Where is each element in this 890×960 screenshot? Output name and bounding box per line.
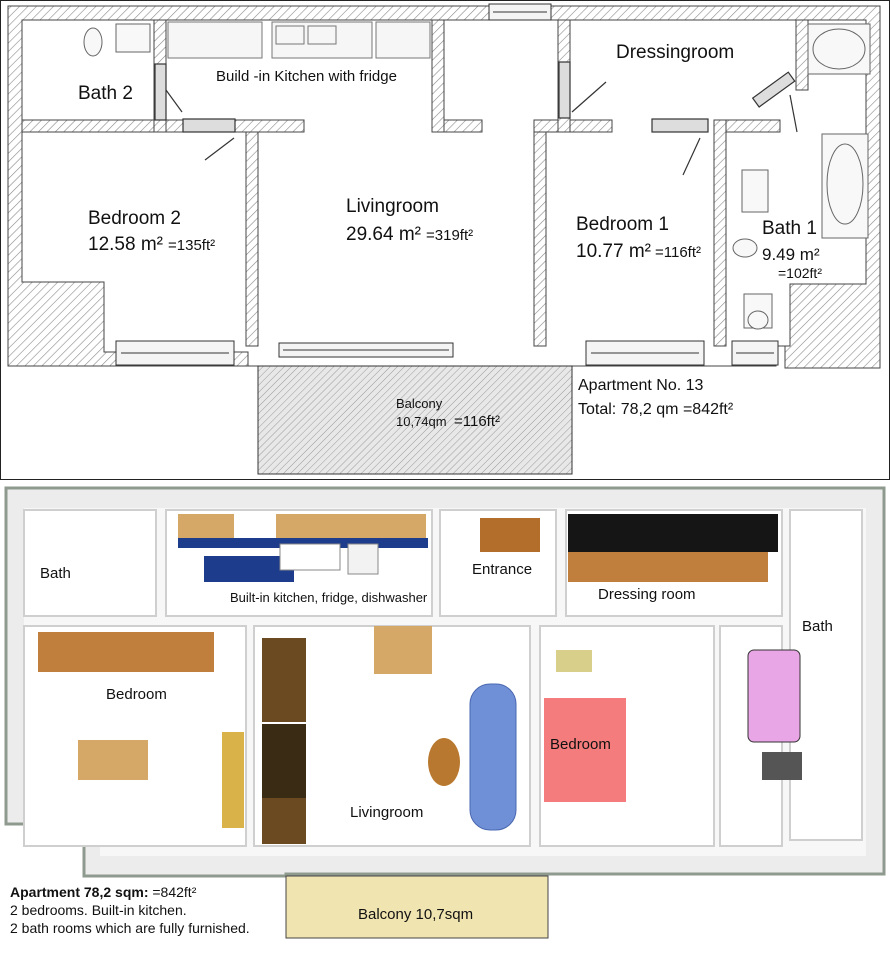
render-bedroom-right-label: Bedroom	[550, 736, 611, 753]
apartment-total: Total: 78,2 qm =842ft²	[578, 401, 734, 418]
render-dressing-label: Dressing room	[598, 586, 696, 603]
bedroom1-area-m2: 10.77 m²	[576, 241, 651, 262]
balcony-label: Balcony	[396, 396, 443, 411]
balcony-area-ft2: =116ft²	[454, 413, 501, 430]
render-living-label: Livingroom	[350, 804, 424, 821]
living-label: Livingroom	[346, 196, 439, 217]
summary-title: Apartment 78,2 sqm:	[10, 884, 149, 900]
bedroom1-area-ft2: =116ft²	[655, 244, 702, 261]
kitchen-counters	[168, 22, 430, 58]
bedroom2-label: Bedroom 2	[88, 208, 181, 229]
summary-title-line	[10, 883, 250, 901]
summary-title-ft: =842ft²	[148, 884, 197, 900]
bath2-label: Bath 2	[78, 83, 133, 104]
kitchen-label: Build -in Kitchen with fridge	[216, 68, 397, 85]
apartment-summary	[10, 883, 250, 937]
bath1-label: Bath 1	[762, 218, 817, 239]
apartment-title: Apartment No. 13	[578, 377, 704, 394]
living-area-m2: 29.64 m²	[346, 224, 421, 245]
render-bath-right-label: Bath	[802, 618, 833, 635]
bedroom2-area-ft2: =135ft²	[168, 237, 216, 254]
render-entrance-label: Entrance	[472, 561, 533, 578]
bedroom1-label: Bedroom 1	[576, 214, 669, 235]
summary-line1: 2 bedrooms. Built-in kitchen.	[10, 902, 187, 918]
bath1-area-ft2: =102ft²	[778, 265, 822, 281]
render-balcony-label: Balcony 10,7sqm	[358, 906, 474, 923]
summary-line2: 2 bath rooms which are fully furnished.	[10, 920, 250, 936]
render-bedroom-left-label: Bedroom	[106, 686, 167, 703]
render-bath-left-label: Bath	[40, 565, 71, 582]
render-kitchen-label: Built-in kitchen, fridge, dishwasher	[230, 590, 428, 605]
balcony-area-qm: 10,74qm	[396, 414, 447, 429]
dressing-label: Dressingroom	[616, 42, 735, 63]
living-area-ft2: =319ft²	[426, 227, 474, 244]
bath1-area-m2: 9.49 m²	[762, 245, 820, 264]
bedroom2-area-m2: 12.58 m²	[88, 234, 163, 255]
